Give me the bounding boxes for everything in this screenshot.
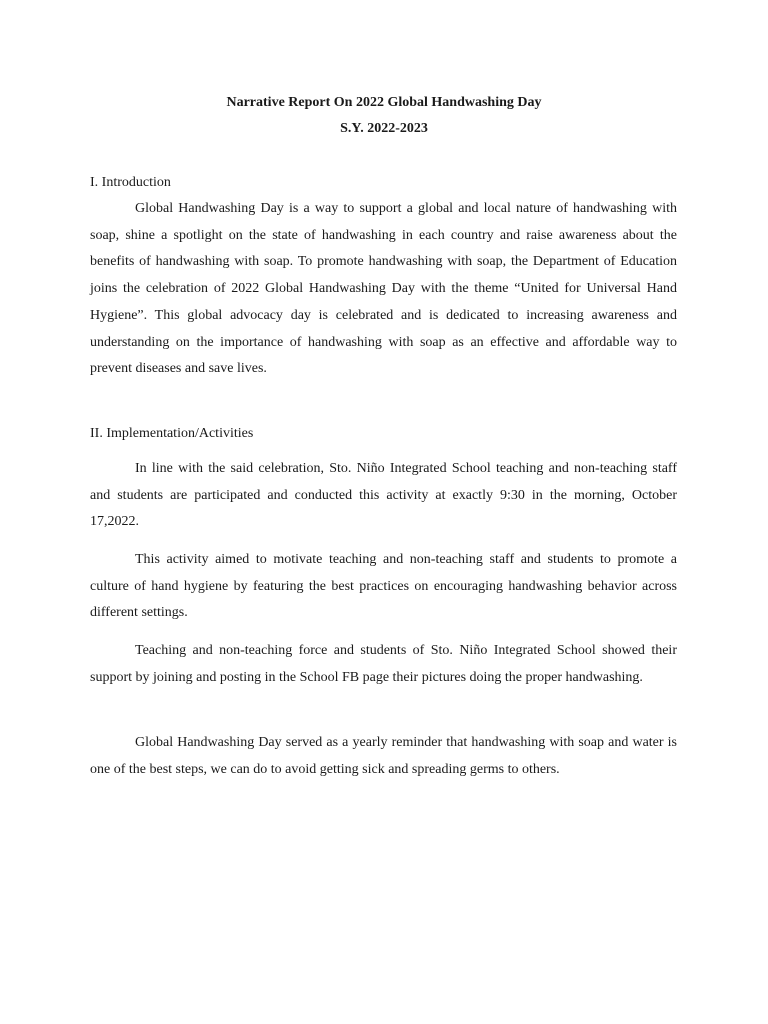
implementation-paragraph-3: Teaching and non-teaching force and students of Sto. Niño Integrated School showed their support by joining and posting in the School FB page their pictures doing the proper handwashing. — [90, 643, 677, 685]
introduction-paragraph: Global Handwashing Day is a way to support a global and local nature of handwashing with soap, shine a spotlight on the state of handwashing in each country and raise awareness about the benefits of handwashing with soap. To promote handwashing with soap, the Department of Education joins the celebration of 2022 Global Handwashing Day with the theme “United for Universal Hand Hygiene”. This global advocacy day is celebrated and is dedicated to increasing awareness and understanding on the importance of handwashing with soap as an effective and affordable way to prevent diseases and save lives. — [90, 201, 677, 377]
section-heading-implementation: II. Implementation/Activities — [90, 426, 254, 441]
report-title: Narrative Report On 2022 Global Handwashing Day — [226, 95, 542, 110]
implementation-paragraph-4: Global Handwashing Day served as a yearly reminder that handwashing with soap and water is one of the best steps, we can do to avoid getting sick and spreading germs to others. — [90, 735, 677, 777]
implementation-paragraph-1: In line with the said celebration, Sto. Niño Integrated School teaching and non-teaching staff and students are participated and conducted this activity at exactly 9:30 in the morning, October 17,2022. — [90, 461, 677, 530]
section-heading-introduction: I. Introduction — [90, 175, 171, 190]
implementation-paragraph-2: This activity aimed to motivate teaching and non-teaching staff and students to promote a culture of hand hygiene by featuring the best practices on encouraging handwashing behavior across different settings. — [90, 552, 677, 621]
school-year-subtitle: S.Y. 2022-2023 — [340, 121, 428, 136]
